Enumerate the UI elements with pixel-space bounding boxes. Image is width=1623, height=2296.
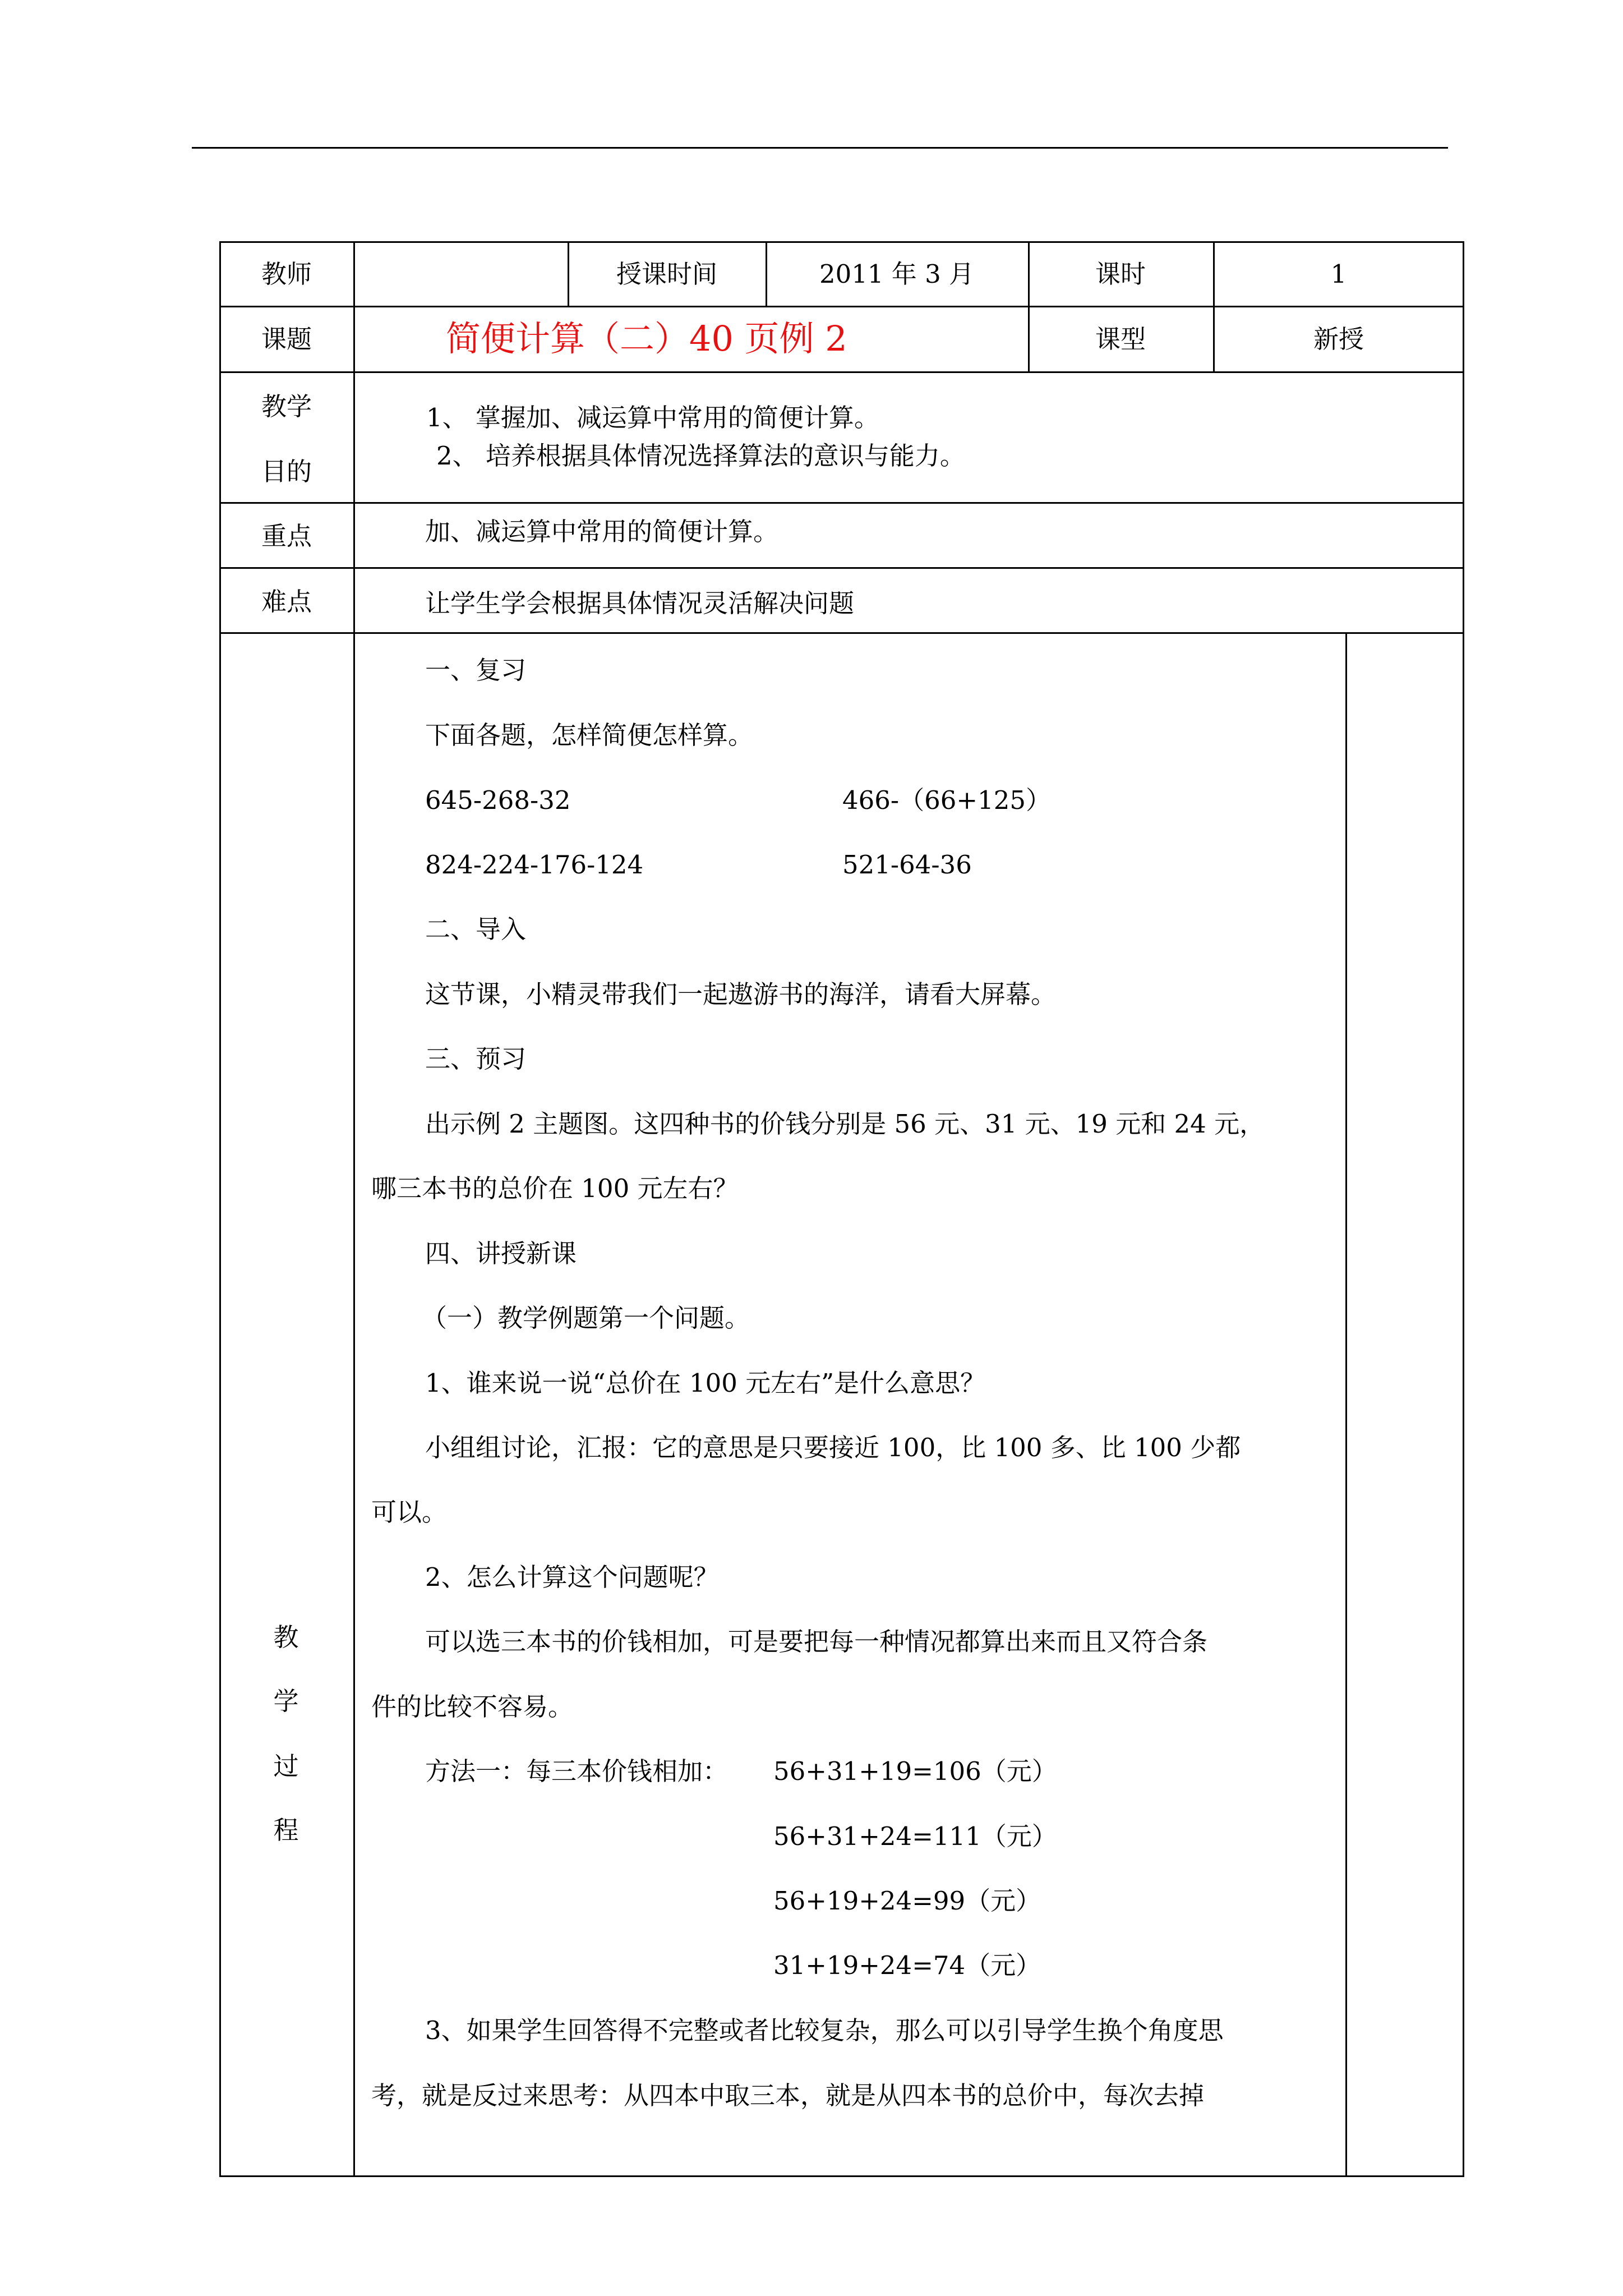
column-divider	[353, 241, 355, 2177]
question-1-answer: 可以。	[371, 1497, 448, 1527]
method-1-line: 56+31+19=106（元）	[773, 1756, 1057, 1786]
preview-title: 三、预习	[425, 1044, 527, 1074]
method-1-line: 31+19+24=74（元）	[773, 1950, 1041, 1980]
question-3: 3、如果学生回答得不完整或者比较复杂，那么可以引导学生换个角度思	[425, 2016, 1224, 2045]
table-border-left	[219, 241, 221, 2177]
process-label-char: 过	[273, 1751, 299, 1781]
question-2: 2、怎么计算这个问题呢？	[425, 1562, 719, 1592]
method-1-line: 56+19+24=99（元）	[773, 1886, 1041, 1916]
key-point-text: 加、减运算中常用的简便计算。	[425, 517, 779, 546]
table-border-bottom	[219, 2175, 1464, 2177]
goals-label-line1: 教学	[261, 392, 312, 421]
topic-value: 简便计算（二）40 页例 2	[446, 318, 847, 359]
goal-item: 2、 培养根据具体情况选择算法的意识与能力。	[436, 441, 965, 471]
table-border-top	[219, 241, 1464, 243]
review-intro: 下面各题，怎样简便怎样算。	[425, 720, 754, 750]
method-1-line: 56+31+24=111（元）	[773, 1821, 1057, 1851]
row-divider	[219, 371, 1464, 373]
process-label-char: 学	[273, 1686, 299, 1716]
question-1: 1、谁来说一说“总价在 100 元左右”是什么意思？	[425, 1368, 986, 1398]
period-label: 课时	[1095, 259, 1146, 289]
preview-text: 哪三本书的总价在 100 元左右？	[371, 1174, 739, 1203]
intro-title: 二、导入	[425, 914, 527, 944]
new-lesson-title: 四、讲授新课	[425, 1239, 577, 1268]
exercise-item: 466-（66+125）	[842, 785, 1051, 815]
row-divider	[219, 502, 1464, 504]
period-value: 1	[1330, 259, 1347, 289]
row-divider	[219, 632, 1464, 634]
type-value: 新授	[1313, 324, 1364, 354]
process-label-char: 教	[273, 1622, 299, 1652]
sub-title: （一）教学例题第一个问题。	[422, 1303, 750, 1333]
goal-item: 1、 掌握加、减运算中常用的简便计算。	[426, 403, 879, 432]
type-label: 课型	[1095, 324, 1146, 354]
column-divider	[1028, 241, 1030, 372]
question-1-answer: 小组组讨论，汇报：它的意思是只要接近 100，比 100 多、比 100 少都	[425, 1433, 1241, 1462]
teacher-label: 教师	[261, 259, 312, 289]
column-divider	[1345, 632, 1347, 2177]
time-value: 2011 年 3 月	[819, 259, 975, 289]
exercise-item: 645-268-32	[425, 785, 571, 815]
preview-text: 出示例 2 主题图。这四种书的价钱分别是 56 元、31 元、19 元和 24 元，	[425, 1109, 1265, 1139]
table-border-right	[1463, 241, 1464, 2177]
question-2-answer: 可以选三本书的价钱相加，可是要把每一种情况都算出来而且又符合条	[425, 1627, 1208, 1657]
difficulty-label: 难点	[261, 587, 312, 616]
key-point-label: 重点	[261, 521, 312, 551]
time-label: 授课时间	[616, 259, 718, 289]
exercise-item: 521-64-36	[842, 850, 972, 880]
header-rule	[192, 147, 1448, 149]
question-2-answer: 件的比较不容易。	[371, 1692, 574, 1722]
column-divider	[766, 241, 767, 307]
row-divider	[219, 567, 1464, 569]
method-1-label: 方法一：每三本价钱相加：	[425, 1756, 728, 1786]
goals-label-line2: 目的	[261, 457, 312, 486]
process-label-char: 程	[273, 1815, 299, 1845]
question-3: 考，就是反过来思考：从四本中取三本，就是从四本书的总价中，每次去掉	[371, 2081, 1205, 2110]
exercise-item: 824-224-176-124	[425, 850, 644, 880]
topic-label: 课题	[261, 324, 312, 354]
column-divider	[1213, 241, 1215, 372]
review-title: 一、复习	[425, 655, 527, 685]
column-divider	[568, 241, 569, 307]
row-divider	[219, 306, 1464, 307]
difficulty-text: 让学生学会根据具体情况灵活解决问题	[425, 588, 855, 618]
intro-text: 这节课，小精灵带我们一起遨游书的海洋，请看大屏幕。	[425, 979, 1057, 1009]
